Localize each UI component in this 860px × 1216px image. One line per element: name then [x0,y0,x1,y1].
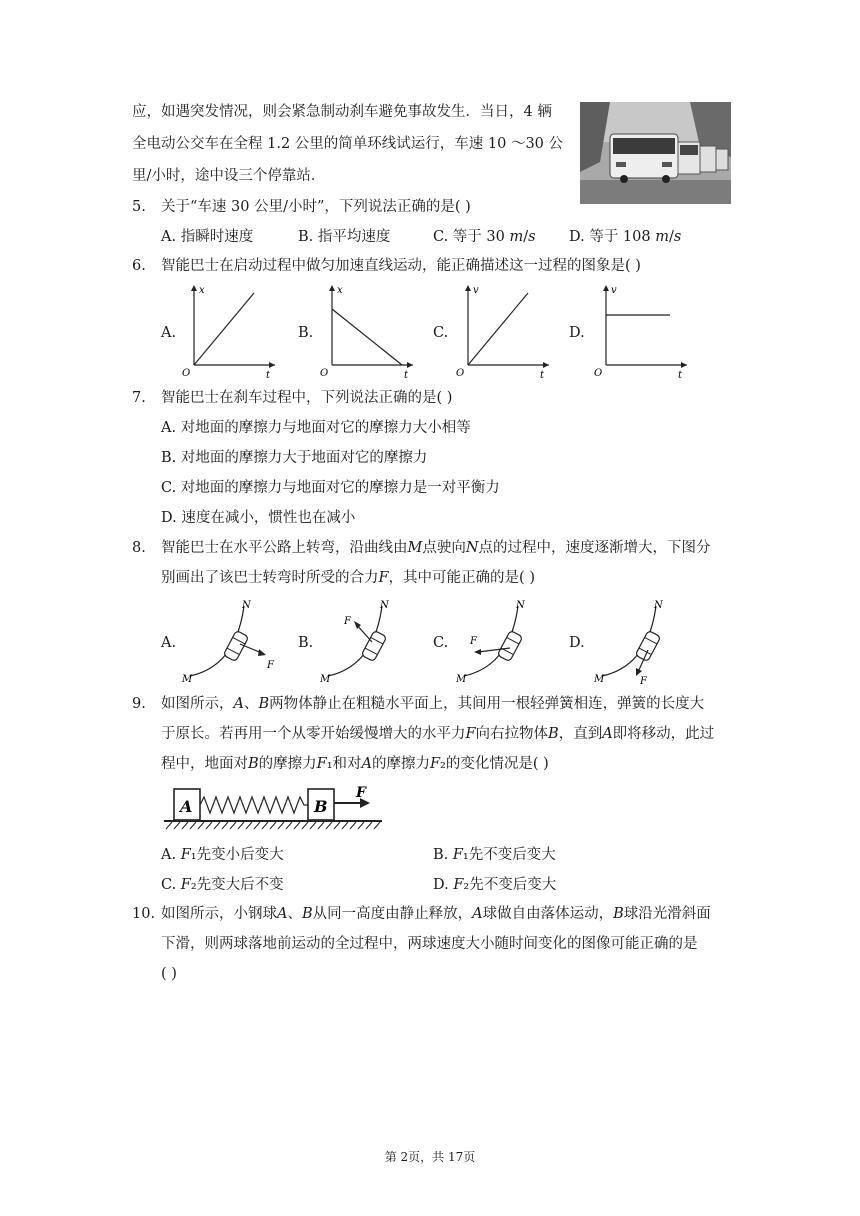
q6-option-d[interactable]: D. [569,325,585,341]
page-footer: 第 2页，共 17页 [384,1150,476,1164]
q9-option-b[interactable]: B. 𝐹₁先不变后变大 [433,847,556,863]
q10-number: 10. [132,906,156,922]
q8-stem-line-2: 别画出了该巴士转弯时所受的合力𝐹，其中可能正确的是( ) [161,570,535,586]
q9-stem-line-3: 程中，地面对𝐵的摩擦力𝐹₁和对𝐴的摩擦力𝐹₂的变化情况是( ) [161,756,549,772]
q9-option-c[interactable]: C. 𝐹₂先变大后不变 [161,877,284,893]
q9-force-label: F [356,785,366,801]
q9-option-a[interactable]: A. 𝐹₁先变小后变大 [161,847,284,863]
q9-option-d[interactable]: D. 𝐹₂先不变后变大 [433,877,557,893]
q8-option-c[interactable]: C. [433,635,449,651]
q9-number: 9. [132,696,146,712]
q6-c-origin: O [456,368,465,378]
q10-stem-line-2: 下滑，则两球落地前运动的全过程中，两球速度大小随时间变化的图像可能正确的是 [161,936,698,952]
intro-line-3: 里/小时，途中设三个停靠站． [132,168,326,184]
q8-number: 8. [132,540,146,556]
q8-option-d[interactable]: D. [569,635,585,651]
q8-d-n-label: N [654,600,663,611]
intro-line-2: 全电动公交车在全程 1.2 公里的简单环线试运行，车速 10 ～30 公 [132,136,564,152]
q8-c-n-label: N [516,600,525,611]
q6-option-a[interactable]: A. [161,325,177,341]
q5-option-a[interactable]: A. 指瞬时速度 [161,229,254,245]
q9-stem-line-1: 如图所示，𝐴、𝐵两物体静止在粗糙水平面上，其间用一根轻弹簧相连，弹簧的长度大 [161,696,705,712]
q6-d-origin: O [594,368,603,378]
q8-figure-d [590,596,700,686]
q7-stem: 智能巴士在刹车过程中，下列说法正确的是( ) [161,390,453,406]
q6-option-b[interactable]: B. [298,325,314,341]
q5-number: 5. [132,199,146,215]
q9-block-b-label: B [314,797,328,816]
q6-d-y-label: v [611,285,617,296]
q6-a-origin: O [182,368,191,378]
intro-line-1: 应，如遇突发情况，则会紧急制动刹车避免事故发生．当日，4 辆 [132,104,552,120]
q6-graph-c [454,283,554,378]
q6-c-x-label: t [540,370,545,378]
q7-option-a[interactable]: A. 对地面的摩擦力与地面对它的摩擦力大小相等 [161,420,471,436]
q8-b-m-label: M [320,674,331,685]
q8-figure-c [452,596,562,686]
q6-c-y-label: v [473,285,479,296]
bus-photo-image [580,102,731,204]
q6-graph-a [180,283,280,378]
q6-b-x-label: t [404,370,409,378]
q8-a-m-label: M [182,674,193,685]
q7-option-c[interactable]: C. 对地面的摩擦力与地面对它的摩擦力是一对平衡力 [161,480,500,496]
q5-option-b[interactable]: B. 指平均速度 [298,229,391,245]
q6-b-y-label: x [337,285,343,296]
q7-option-d[interactable]: D. 速度在减小，惯性也在减小 [161,510,356,526]
q8-option-b[interactable]: B. [298,635,314,651]
q8-stem-line-1: 智能巴士在水平公路上转弯，沿曲线由𝑀点驶向𝑁点的过程中，速度逐渐增大，下图分 [161,540,711,556]
bus-photo [580,102,731,204]
q8-b-n-label: N [380,600,389,611]
q6-a-y-label: x [199,285,205,296]
q6-number: 6. [132,258,146,274]
q8-option-a[interactable]: A. [161,635,177,651]
q8-b-f-label: F [344,616,351,627]
q8-a-f-label: F [267,660,274,671]
q8-figure-b [316,596,426,686]
q8-d-f-label: F [640,676,647,686]
q6-stem: 智能巴士在启动过程中做匀加速直线运动，能正确描述这一过程的图象是( ) [161,258,641,274]
q6-b-origin: O [320,368,329,378]
q6-option-c[interactable]: C. [433,325,449,341]
q6-a-x-label: t [266,370,271,378]
q9-spring-figure [160,783,390,835]
q6-graph-d [592,283,692,378]
q10-stem-line-3: ( ) [161,966,177,982]
q7-option-b[interactable]: B. 对地面的摩擦力大于地面对它的摩擦力 [161,450,428,466]
q10-stem-line-1: 如图所示，小钢球𝐴、𝐵从同一高度由静止释放，𝐴球做自由落体运动，𝐵球沿光滑斜面 [161,906,711,922]
q8-c-f-label: F [470,636,477,647]
q8-c-m-label: M [456,674,467,685]
q6-d-x-label: t [678,370,683,378]
q7-number: 7. [132,390,146,406]
q5-stem: 关于“车速 30 公里/小时”，下列说法正确的是( ) [161,199,471,215]
q9-block-a-label: A [180,797,193,816]
q6-graph-b [318,283,418,378]
q8-figure-a [178,596,288,686]
q5-option-d[interactable]: D. 等于 108 𝑚/𝑠 [569,229,682,245]
q8-d-m-label: M [594,674,605,685]
q5-option-c[interactable]: C. 等于 30 𝑚/𝑠 [433,229,536,245]
q9-stem-line-2: 于原长。若再用一个从零开始缓慢增大的水平力𝐹向右拉物体𝐵，直到𝐴即将移动，此过 [161,726,715,742]
q8-a-n-label: N [242,600,251,611]
